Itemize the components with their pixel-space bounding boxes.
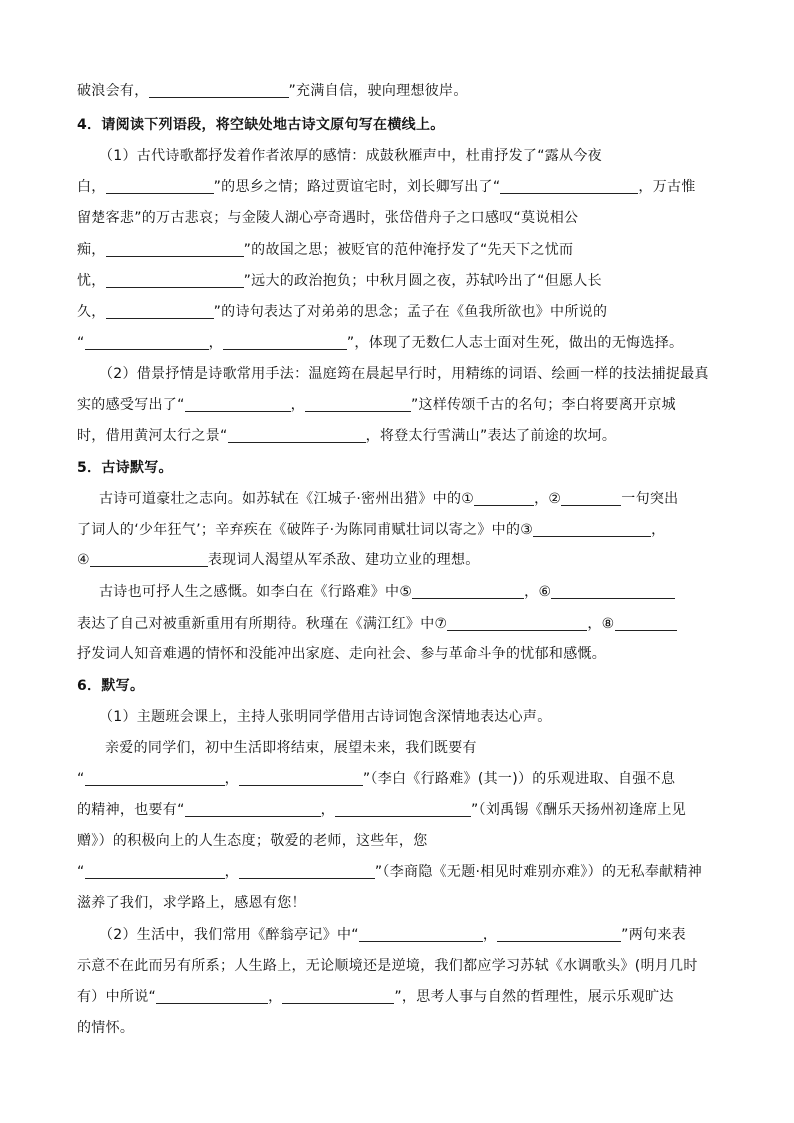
text-line xyxy=(77,520,737,540)
text-line xyxy=(77,240,737,260)
answer-blank[interactable] xyxy=(149,82,289,98)
text-line xyxy=(77,862,737,882)
text-segment: 了词人的‘少年狂气’；辛弃疾在《破阵子·为陈同甫赋壮词以寄之》中的 xyxy=(77,522,521,538)
text-line xyxy=(77,1018,737,1038)
text-segment: 留楚客悲”的万古悲哀；与金陵人湖心亭奇遇时，张岱借舟子之口感叹“莫说相公 xyxy=(77,210,579,226)
answer-blank[interactable] xyxy=(106,272,244,288)
text-segment: ， xyxy=(587,616,602,632)
text-line xyxy=(77,333,737,353)
circled-number-4: ④ xyxy=(77,552,90,568)
text-segment: ”，思考人事与自然的哲理性，展示乐观旷达 xyxy=(394,989,674,1005)
text-line xyxy=(77,271,737,291)
text-segment: 5．古诗默写。 xyxy=(77,460,173,476)
text-segment: ， xyxy=(651,522,666,538)
answer-blank[interactable] xyxy=(106,303,214,319)
text-line xyxy=(77,769,737,789)
text-line xyxy=(99,146,759,166)
text-segment: 破浪会有， xyxy=(77,83,149,99)
text-segment: 亲爱的同学们，初中生活即将结束，展望未来，我们既要有 xyxy=(105,740,477,756)
text-line xyxy=(77,987,737,1007)
circled-number-1: ① xyxy=(461,491,475,507)
text-segment: ”（刘禹锡《酬乐天扬州初逢席上见 xyxy=(470,802,687,818)
answer-blank[interactable] xyxy=(239,863,375,879)
text-segment: 有）中所说“ xyxy=(77,989,157,1005)
answer-blank[interactable] xyxy=(282,988,394,1004)
text-line xyxy=(99,925,759,945)
text-segment: 古诗可道豪壮之志向。如苏轼在《江城子·密州出猎》中的 xyxy=(99,491,462,507)
question-6-heading xyxy=(77,676,737,696)
text-segment: 滋养了我们，求学路上，感恩有您！ xyxy=(77,895,306,911)
text-segment: （2）借景抒情是诗歌常用手法：温庭筠在晨起早行时，用精练的词语、绘画一样的技法捕捉最真 xyxy=(99,366,709,382)
text-segment: 表现词人渴望从军杀敌、建功立业的理想。 xyxy=(207,552,480,568)
answer-blank[interactable] xyxy=(561,490,621,506)
text-segment: ， xyxy=(534,491,549,507)
answer-blank[interactable] xyxy=(106,241,244,257)
text-segment: 赠》）的积极向上的人生态度；敬爱的老师，这些年，您 xyxy=(77,833,428,849)
text-segment: ”的诗句表达了对弟弟的思念；孟子在《鱼我所欲也》中所说的 xyxy=(213,304,608,320)
text-segment: 实的感受写出了“ xyxy=(77,397,185,413)
text-segment: （1）古代诗歌都抒发着作者浓厚的感情：成鼓秋雁声中，杜甫抒发了“露从今夜 xyxy=(99,148,602,164)
answer-blank[interactable] xyxy=(239,770,363,786)
question-4-heading xyxy=(77,115,737,135)
text-line xyxy=(99,364,759,384)
text-segment: ”，体现了无数仁人志士面对生死，做出的无悔选择。 xyxy=(346,335,684,351)
text-segment: （2）生活中，我们常用《醉翁亭记》中“ xyxy=(99,927,359,943)
answer-blank[interactable] xyxy=(500,178,638,194)
text-line xyxy=(77,644,737,664)
text-line xyxy=(77,302,737,322)
answer-blank[interactable] xyxy=(106,178,214,194)
text-line xyxy=(77,208,737,228)
answer-blank[interactable] xyxy=(335,801,471,817)
text-segment: 示意不在此而另有所系；人生路上，无论顺境还是逆境，我们都应学习苏轼《水调歌头》(明月几时 xyxy=(77,958,698,974)
text-segment: “ xyxy=(77,864,85,880)
answer-blank[interactable] xyxy=(223,334,347,350)
text-line xyxy=(77,177,737,197)
text-line xyxy=(77,81,737,101)
text-segment: 白， xyxy=(77,179,106,195)
text-segment: ”充满自信，驶向理想彼岸。 xyxy=(288,83,468,99)
answer-blank[interactable] xyxy=(85,770,225,786)
answer-blank[interactable] xyxy=(85,334,209,350)
answer-blank[interactable] xyxy=(412,583,524,599)
text-line xyxy=(99,707,759,727)
text-segment: ”的故国之思；被贬官的范仲淹抒发了“先天下之忧而 xyxy=(243,242,574,258)
text-segment: ， xyxy=(268,989,283,1005)
circled-number-8: ⑧ xyxy=(601,616,615,632)
answer-blank[interactable] xyxy=(228,427,366,443)
answer-blank[interactable] xyxy=(474,490,534,506)
text-segment: ”（李商隐《无题·相见时难别亦难》）的无私奉献精神 xyxy=(374,864,703,880)
text-line xyxy=(105,738,765,758)
text-line xyxy=(77,426,737,446)
text-segment: ”远大的政治抱负；中秋月圆之夜，苏轼吟出了“但愿人长 xyxy=(243,273,602,289)
answer-blank[interactable] xyxy=(359,926,483,942)
circled-number-2: ② xyxy=(548,491,562,507)
text-segment: ， xyxy=(482,927,498,943)
text-line xyxy=(99,489,759,509)
answer-blank[interactable] xyxy=(615,615,677,631)
text-line xyxy=(77,956,737,976)
answer-blank[interactable] xyxy=(533,521,651,537)
answer-blank[interactable] xyxy=(305,396,411,412)
text-segment: ， xyxy=(524,584,539,600)
answer-blank[interactable] xyxy=(156,988,268,1004)
text-segment: ， xyxy=(320,802,335,818)
text-segment: ，将登太行雪满山”表达了前途的坎坷。 xyxy=(365,428,617,444)
text-segment: ， xyxy=(290,397,305,413)
text-segment: 痴， xyxy=(77,242,106,258)
answer-blank[interactable] xyxy=(497,926,621,942)
text-segment: “ xyxy=(77,335,85,351)
answer-blank[interactable] xyxy=(90,551,208,567)
answer-blank[interactable] xyxy=(85,863,225,879)
text-segment: 一句突出 xyxy=(621,491,679,507)
text-segment: 时，借用黄河太行之景“ xyxy=(77,428,228,444)
question-5-heading xyxy=(77,458,737,478)
text-segment: ”（李白《行路难》(其一)）的乐观进取、自强不息 xyxy=(362,771,676,787)
circled-number-6: ⑥ xyxy=(538,584,552,600)
text-line xyxy=(77,614,737,634)
text-segment: 久， xyxy=(77,304,106,320)
text-segment: 6．默写。 xyxy=(77,678,145,694)
text-segment: 的情怀。 xyxy=(77,1020,135,1036)
text-segment: ”两句来表 xyxy=(621,927,686,943)
answer-blank[interactable] xyxy=(551,583,675,599)
text-line xyxy=(99,582,759,602)
text-segment: 抒发词人知音难遇的情怀和没能冲出家庭、走向社会、参与革命斗争的忧郁和感慨。 xyxy=(77,646,607,662)
text-segment: 古诗也可抒人生之感慨。如李白在《行路难》中 xyxy=(99,584,400,600)
text-segment: ”的思乡之情；路过贾谊宅时，刘长卿写出了“ xyxy=(213,179,501,195)
text-segment: ， xyxy=(224,771,239,787)
circled-number-7: ⑦ xyxy=(434,616,448,632)
text-segment: （1）主题班会课上，主持人张明同学借用古诗词饱含深情地表达心声。 xyxy=(99,709,552,725)
text-segment: “ xyxy=(77,771,85,787)
answer-blank[interactable] xyxy=(185,801,321,817)
text-segment: ， xyxy=(224,864,239,880)
text-line xyxy=(77,395,737,415)
text-segment: 忧， xyxy=(77,273,106,289)
text-line xyxy=(77,800,737,820)
text-line xyxy=(77,831,737,851)
text-segment: ，万古惟 xyxy=(638,179,696,195)
text-segment: 的精神，也要有“ xyxy=(77,802,185,818)
text-segment: 表达了自己对被重新重用有所期待。秋瑾在《满江红》中 xyxy=(77,616,435,632)
text-line xyxy=(77,893,737,913)
text-segment: ”这样传颂千古的名句；李白将要离开京城 xyxy=(410,397,676,413)
text-line xyxy=(77,550,737,570)
circled-number-3: ③ xyxy=(520,522,534,538)
answer-blank[interactable] xyxy=(185,396,291,412)
text-segment: 4．请阅读下列语段，将空缺处地古诗文原句写在横线上。 xyxy=(77,117,445,133)
answer-blank[interactable] xyxy=(447,615,587,631)
circled-number-5: ⑤ xyxy=(399,584,413,600)
text-segment: ， xyxy=(208,335,223,351)
